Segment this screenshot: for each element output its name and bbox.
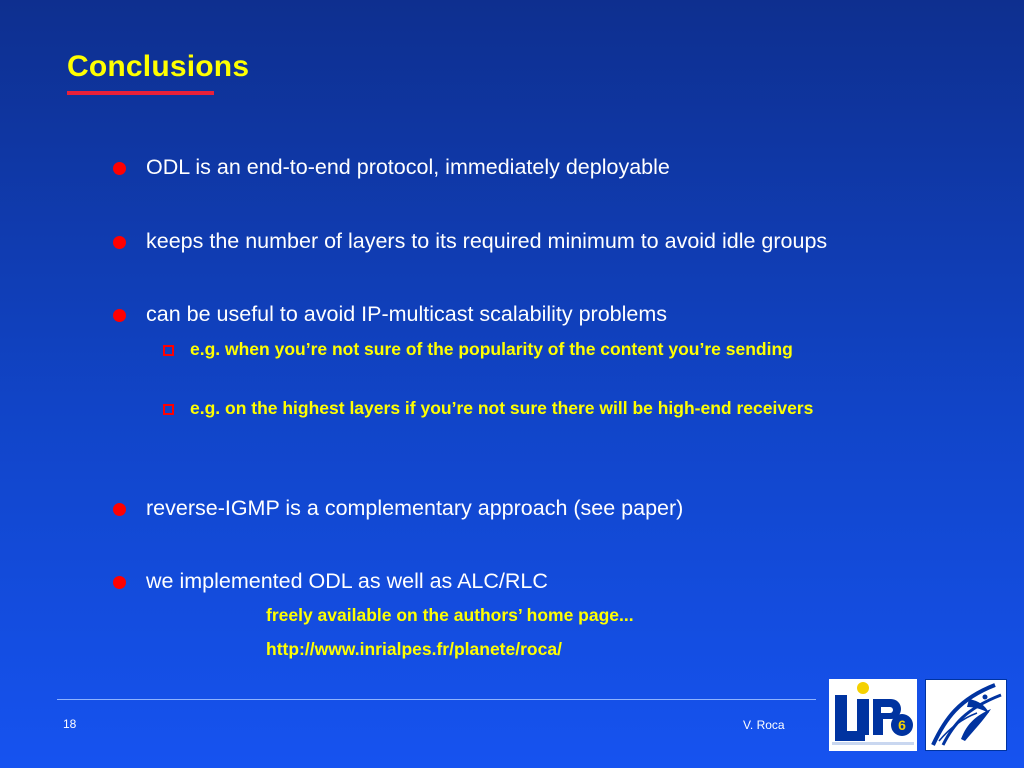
page-number: 18: [63, 717, 77, 731]
hollow-square-bullet-icon: [163, 345, 174, 356]
slide-title: Conclusions: [67, 50, 250, 83]
impl-note: freely available on the authors’ home page...: [266, 605, 634, 625]
bullet-text: ODL is an end-to-end protocol, immediately deployable: [146, 155, 670, 179]
bullet-text: can be useful to avoid IP-multicast scalability problems: [146, 302, 668, 326]
inria-logo-icon: [925, 679, 1007, 751]
red-bullet-icon: [113, 236, 126, 249]
bullet-text: keeps the number of layers to its required minimum to avoid idle groups: [146, 229, 828, 253]
bullet-text: we implemented ODL as well as ALC/RLC: [146, 569, 548, 593]
impl-url[interactable]: http://www.inrialpes.fr/planete/roca/: [266, 639, 562, 659]
title-underline: [67, 91, 214, 95]
sub-bullet-text: e.g. on the highest layers if you’re not sure there will be high-end receivers: [190, 398, 814, 418]
red-bullet-icon: [113, 503, 126, 516]
red-bullet-icon: [113, 309, 126, 322]
red-bullet-icon: [113, 576, 126, 589]
sub-bullet-item: [163, 336, 903, 363]
red-bullet-icon: [113, 162, 126, 175]
lip6-logo-icon: [829, 679, 917, 751]
inria-logo: [925, 679, 1007, 751]
lip6-number: 6: [898, 717, 906, 733]
sub-bullet-item: [163, 395, 903, 422]
footer-author: V. Roca: [743, 718, 785, 732]
lip6-logo: [829, 679, 917, 751]
hollow-square-bullet-icon: [163, 404, 174, 415]
bullet-text: reverse-IGMP is a complementary approach (see paper): [146, 496, 684, 520]
sub-bullet-text: e.g. when you’re not sure of the popularity of the content you’re sending: [190, 339, 793, 359]
footer-divider: [57, 699, 816, 700]
